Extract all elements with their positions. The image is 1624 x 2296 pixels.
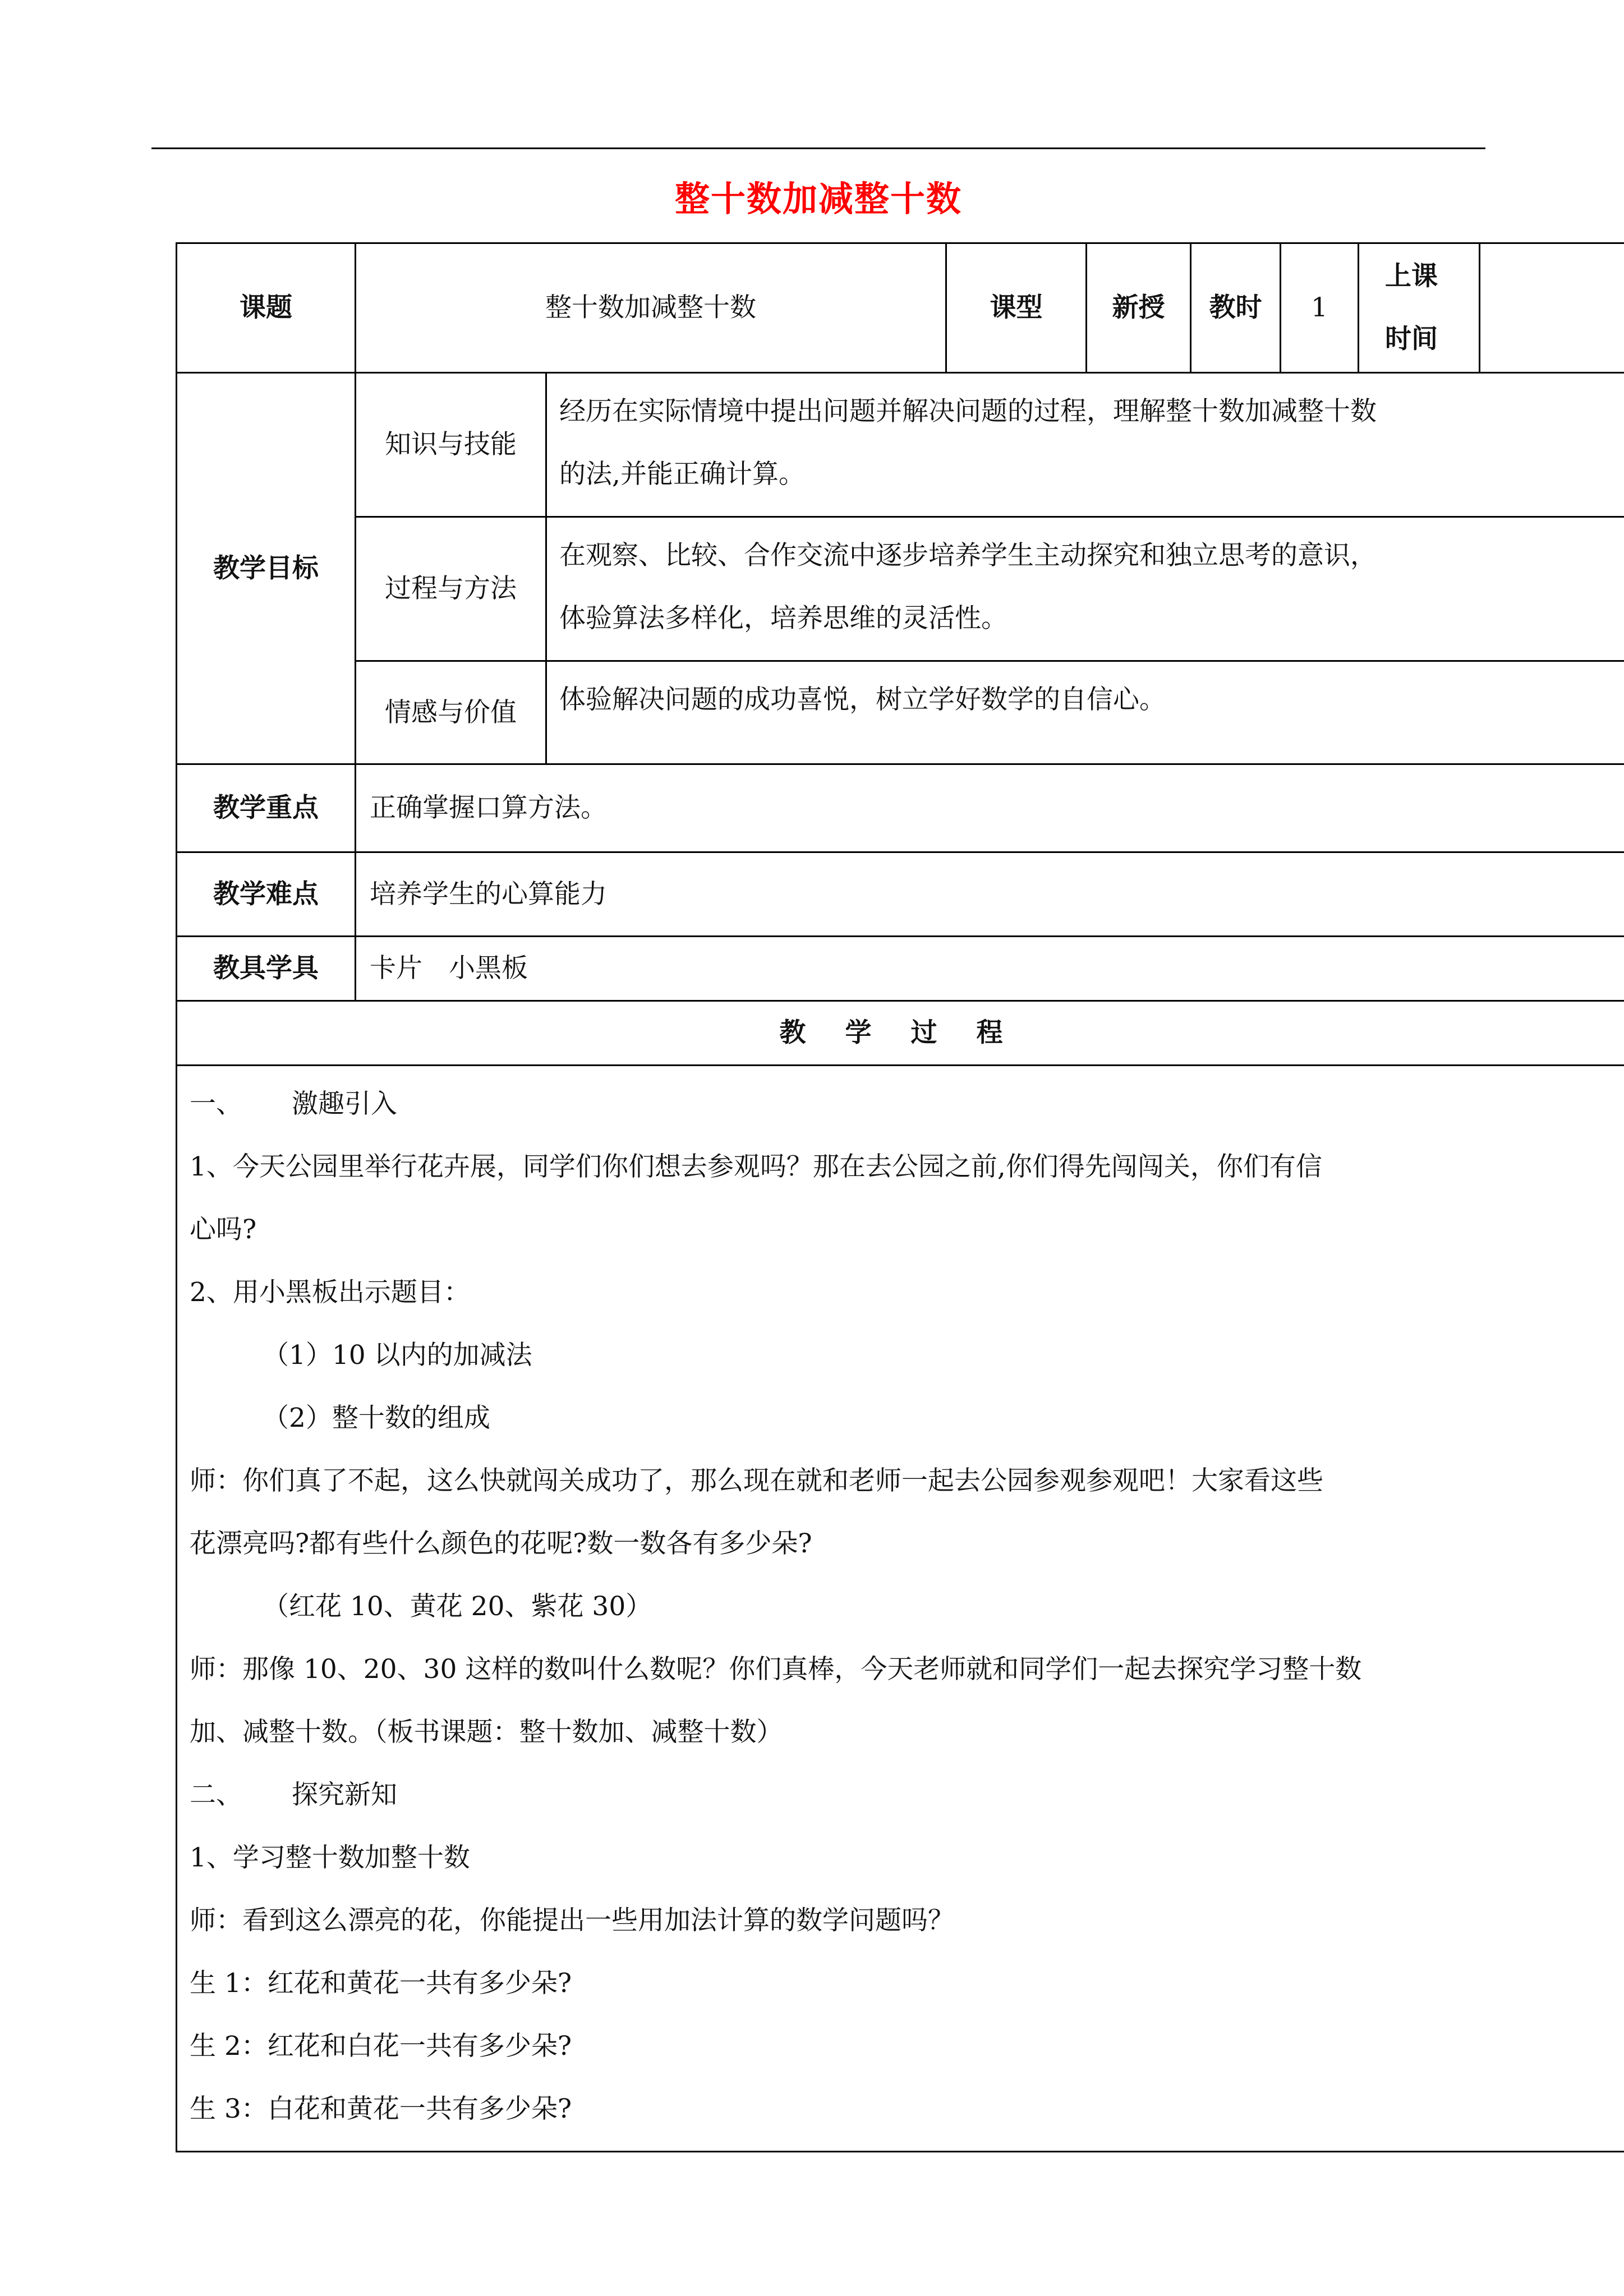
topic-value: 整十数加减整十数 [356,243,946,373]
paragraph-6: （红花 10、黄花 20、紫花 30） [263,1591,652,1622]
key-point-label: 教学重点 [177,764,356,852]
objective-label-process: 过程与方法 [356,517,546,661]
difficulty-value: 培养学生的心算能力 [356,852,1624,937]
paragraph-10: 生 1：红花和黄花一共有多少朵? [190,1968,572,1999]
paragraph-8: 1、学习整十数加整十数 [190,1842,470,1873]
section-1-title: 激趣引入 [292,1089,397,1119]
objective-process-line1: 在观察、比较、合作交流中逐步培养学生主动探究和独立思考的意识， [559,540,1377,571]
paragraph-1-line2: 心吗? [190,1214,257,1245]
class-time-label-line2: 时间 [1385,324,1438,354]
tools-row [177,937,1624,1001]
hours-value: 1 [1281,243,1359,373]
class-time-label-line1: 上课 [1385,261,1438,292]
topic-label: 课题 [177,243,356,373]
objective-text-emotion [546,661,1624,764]
difficulty-label: 教学难点 [177,852,356,937]
section-2-title: 探究新知 [292,1779,397,1810]
objective-row-knowledge [177,373,1624,517]
objectives-label: 教学目标 [177,373,356,764]
paragraph-11: 生 2：红花和白花一共有多少朵? [190,2031,572,2062]
paragraph-7-line1: 师：那像 10、20、30 这样的数叫什么数呢？你们真棒，今天老师就和同学们一起去探究学习整十数 [190,1654,1362,1685]
paragraph-5-line1: 师：你们真了不起，这么快就闯关成功了，那么现在就和老师一起去公园参观参观吧！大家看这些 [190,1465,1323,1496]
key-point-value: 正确掌握口算方法。 [356,764,1624,852]
section-2-number: 二、 [190,1779,242,1810]
hours-label: 教时 [1191,243,1281,373]
header-rule [151,147,1485,149]
lesson-plan-table [176,242,1624,2152]
section-1-heading [190,1073,1624,1136]
objective-emotion-line1: 体验解决问题的成功喜悦，树立学好数学的自信心。 [559,684,1166,715]
process-heading-row [177,1001,1624,1066]
tools-value: 卡片 小黑板 [356,937,1624,1001]
paragraph-3: （1）10 以内的加减法 [263,1340,532,1371]
process-body [177,1066,1624,2152]
objective-row-process [177,517,1624,661]
info-row [177,243,1624,373]
process-body-row [177,1066,1624,2152]
paragraph-5-line2: 花漂亮吗?都有些什么颜色的花呢?数一数各有多少朵? [190,1528,812,1559]
objective-label-knowledge: 知识与技能 [356,373,546,517]
paragraph-1-line1: 1、今天公园里举行花卉展，同学们你们想去参观吗？那在去公园之前,你们得先闯闯关，你们有信 [190,1151,1322,1182]
process-heading: 教学过程 [177,1001,1624,1066]
paragraph-9: 师：看到这么漂亮的花，你能提出一些用加法计算的数学问题吗？ [190,1905,954,1936]
paragraph-12: 生 3：白花和黄花一共有多少朵? [190,2094,572,2124]
difficulty-row [177,852,1624,937]
class-time-label [1359,243,1480,373]
type-value: 新授 [1087,243,1191,373]
objective-text-knowledge [546,373,1624,517]
objective-row-emotion [177,661,1624,764]
document-title: 整十数加减整十数 [674,178,962,219]
paragraph-2: 2、用小黑板出示题目： [190,1277,470,1308]
objective-text-process [546,517,1624,661]
objective-label-emotion: 情感与价值 [356,661,546,764]
objective-process-line2: 体验算法多样化，培养思维的灵活性。 [559,603,1007,634]
paragraph-4: （2）整十数的组成 [263,1403,490,1433]
type-label: 课型 [946,243,1087,373]
paragraph-7-line2: 加、减整十数。（板书课题：整十数加、减整十数） [190,1717,783,1748]
objective-knowledge-line2: 的法,并能正确计算。 [559,459,805,490]
objective-knowledge-line1: 经历在实际情境中提出问题并解决问题的过程，理解整十数加减整十数 [559,396,1377,427]
class-time-value [1480,243,1624,373]
section-1-number: 一、 [190,1089,242,1119]
tools-label: 教具学具 [177,937,356,1001]
key-point-row [177,764,1624,852]
section-2-heading [190,1764,1624,1827]
